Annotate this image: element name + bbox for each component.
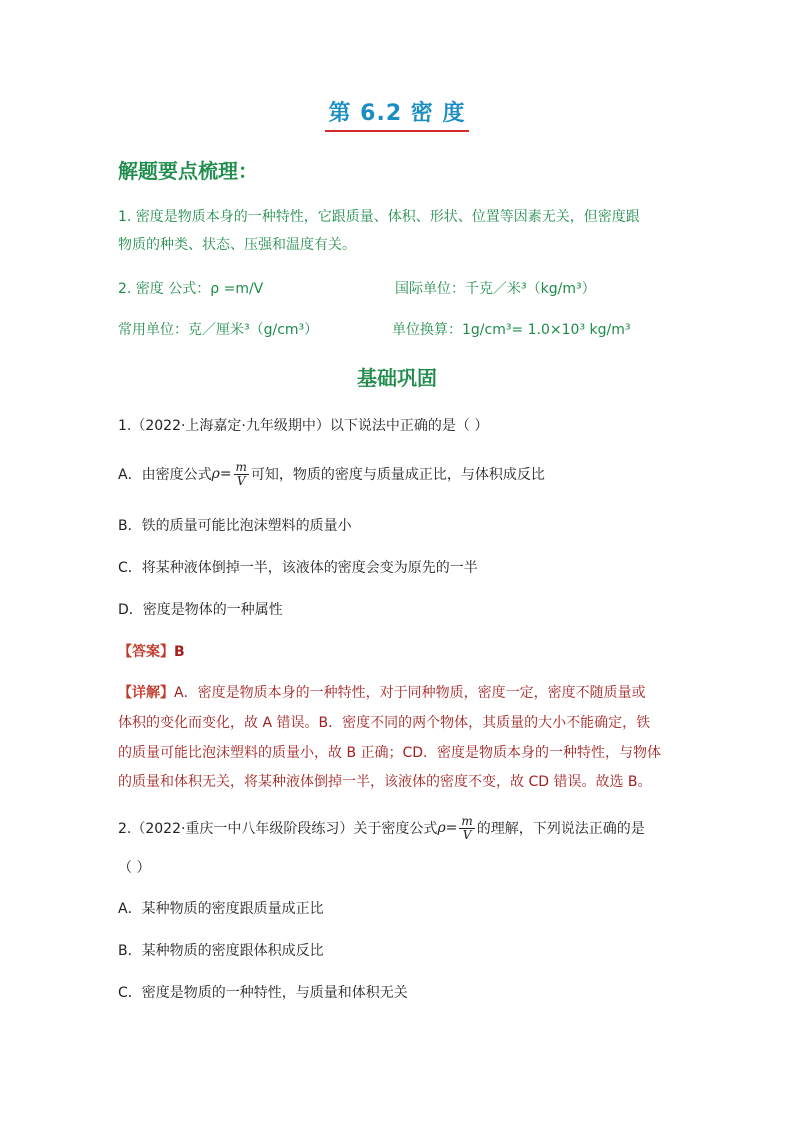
question-1-option-b: B．铁的质量可能比泡沫塑料的质量小 [118,518,352,534]
question-2-option-c: C．密度是物质的一种特性，与质量和体积无关 [118,985,408,1001]
section-heading-basics: 基础巩固 [357,366,437,390]
point-2-si-unit: 国际单位：千克／米³（kg/m³） [395,281,596,297]
answer-line [118,641,185,661]
equals-sign: = [445,820,458,836]
question-2-option-a: A．某种物质的密度跟质量成正比 [118,901,324,917]
point-1-line-1: 1. 密度是物质本身的一种特性，它跟质量、体积、形状、位置等因素无关，但密度跟 [118,209,640,225]
explanation-tag: 【详解】 [118,685,174,701]
page-title [0,96,794,132]
question-2-stem-prefix: 2.（2022·重庆一中八年级阶段练习）关于密度公式 [118,821,438,837]
question-1-option-d: D．密度是物体的一种属性 [118,602,283,618]
option-a-prefix: A．由密度公式 [118,467,212,483]
question-1-option-c: C．将某种液体倒掉一半，该液体的密度会变为原先的一半 [118,560,478,576]
answer-tag: 【答案】 [118,644,174,660]
fraction-denominator: V [462,827,472,842]
explanation-line-1 [118,682,646,702]
rho-symbol: ρ [211,466,220,482]
section-heading-key-points: 解题要点梳理： [118,159,258,183]
question-2-option-b: B．某种物质的密度跟体积成反比 [118,943,324,959]
explanation-line-2: 体积的变化而变化，故 A 错误。B．密度不同的两个物体，其质量的大小不能确定，铁 [118,715,651,731]
density-fraction [234,461,249,488]
fraction-numerator: m [235,459,247,474]
option-a-suffix: 可知，物质的密度与质量成正比，与体积成反比 [250,467,545,483]
point-3-unit-conversion: 单位换算：1g/cm³= 1.0×10³ kg/m³ [392,322,631,338]
question-2-stem [118,812,645,844]
fraction-denominator: V [236,473,246,488]
question-2-stem-suffix: 的理解，下列说法正确的是 [476,821,645,837]
point-2-formula: 2. 密度 公式：ρ =m/V [118,281,264,297]
question-1-stem: 1.（2022·上海嘉定·九年级期中）以下说法中正确的是（ ） [118,418,489,434]
page-title-text: 第 6.2 密 度 [325,96,470,132]
answer-value: B [174,644,185,660]
explanation-line-3: 的质量可能比泡沫塑料的质量小，故 B 正确；CD．密度是物质本身的一种特性，与物体 [118,745,662,761]
question-1-option-a [118,458,545,490]
explanation-line-4: 的质量和体积无关，将某种液体倒掉一半，该液体的密度不变，故 CD 错误。故选 B。 [118,774,652,790]
point-3-common-unit: 常用单位：克／厘米³（g/cm³） [118,322,319,338]
rho-symbol: ρ [437,820,446,836]
question-2-answer-blank: （ ） [118,860,151,876]
explanation-text-1: A．密度是物质本身的一种特性，对于同种物质，密度一定，密度不随质量或 [174,685,646,701]
fraction-numerator: m [461,813,473,828]
density-fraction [459,815,474,842]
equals-sign: = [219,466,232,482]
point-1-line-2: 物质的种类、状态、压强和温度有关。 [118,237,356,253]
